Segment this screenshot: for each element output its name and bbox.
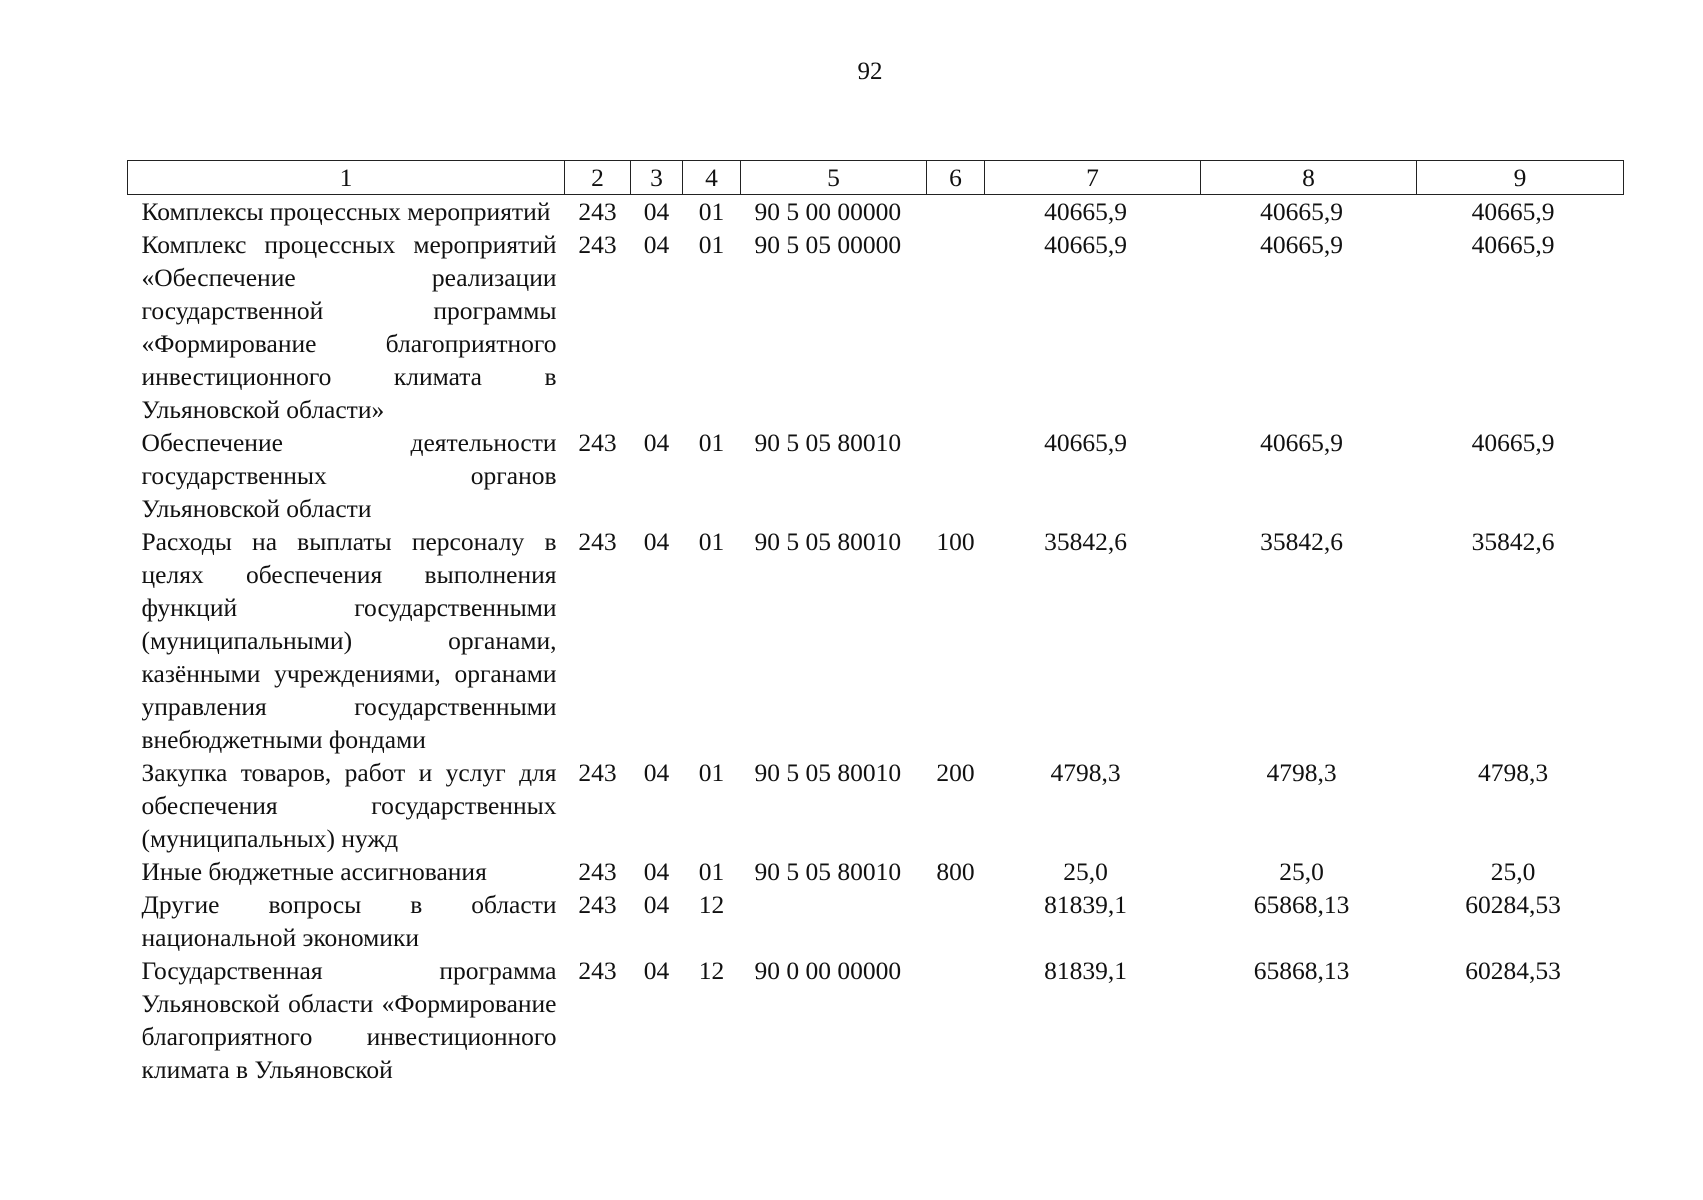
cell-5 xyxy=(741,888,927,954)
cell-2: 243 xyxy=(578,758,617,787)
cell-8: 4798,3 xyxy=(1266,758,1337,787)
cell-8: 35842,6 xyxy=(1260,527,1343,556)
cell-3: 04 xyxy=(643,890,670,919)
cell-6 xyxy=(927,228,985,426)
cell-8: 40665,9 xyxy=(1260,197,1343,226)
row-name: Государственная программа Ульяновской области «Формирование благоприятного инвестиционного климата в Ульяновской xyxy=(141,956,557,1084)
cell-9: 35842,6 xyxy=(1471,527,1555,556)
cell-7: 4798,3 xyxy=(1050,758,1121,787)
cell-4: 01 xyxy=(698,857,725,886)
cell-9: 40665,9 xyxy=(1471,230,1555,259)
cell-9: 40665,9 xyxy=(1471,197,1555,226)
cell-4: 12 xyxy=(698,890,725,919)
table-row xyxy=(128,228,1624,426)
table-row xyxy=(128,954,1624,1086)
table-row xyxy=(128,426,1624,525)
table-row xyxy=(128,195,1624,229)
cell-5: 90 5 05 00000 xyxy=(754,230,902,259)
budget-table xyxy=(127,160,1624,1086)
row-name: Расходы на выплаты персоналу в целях обеспечения выполнения функций государственными (муниципальными) органами, казёнными учреждениями, органами управления государственными внебюджетными фондами xyxy=(141,527,557,754)
cell-2: 243 xyxy=(578,857,617,886)
column-header: 3 xyxy=(631,161,683,195)
cell-3: 04 xyxy=(643,956,670,985)
cell-6: 200 xyxy=(936,758,975,787)
cell-2: 243 xyxy=(578,890,617,919)
cell-6: 100 xyxy=(936,527,975,556)
column-header: 5 xyxy=(741,161,927,195)
cell-8: 65868,13 xyxy=(1253,956,1350,985)
cell-5: 90 0 00 00000 xyxy=(754,956,902,985)
cell-7: 81839,1 xyxy=(1044,956,1127,985)
cell-5: 90 5 00 00000 xyxy=(754,197,902,226)
cell-7: 40665,9 xyxy=(1044,428,1127,457)
cell-6 xyxy=(927,426,985,525)
cell-3: 04 xyxy=(643,527,670,556)
cell-5: 90 5 05 80010 xyxy=(754,428,902,457)
cell-7: 35842,6 xyxy=(1044,527,1127,556)
row-name: Иные бюджетные ассигнования xyxy=(141,857,487,886)
cell-3: 04 xyxy=(643,197,670,226)
cell-2: 243 xyxy=(578,428,617,457)
page-number: 92 xyxy=(857,58,883,85)
cell-2: 243 xyxy=(578,956,617,985)
column-header: 1 xyxy=(128,161,565,195)
cell-6 xyxy=(927,888,985,954)
cell-9: 60284,53 xyxy=(1465,890,1561,919)
cell-9: 40665,9 xyxy=(1471,428,1555,457)
column-header: 4 xyxy=(683,161,741,195)
cell-7: 25,0 xyxy=(1063,857,1108,886)
column-header: 6 xyxy=(927,161,985,195)
column-header: 8 xyxy=(1201,161,1417,195)
cell-8: 65868,13 xyxy=(1253,890,1350,919)
cell-4: 01 xyxy=(698,527,725,556)
cell-5: 90 5 05 80010 xyxy=(754,758,902,787)
cell-2: 243 xyxy=(578,527,617,556)
cell-5: 90 5 05 80010 xyxy=(754,857,902,886)
cell-7: 40665,9 xyxy=(1044,230,1127,259)
row-name: Обеспечение деятельности государственных органов Ульяновской области xyxy=(141,428,557,523)
cell-4: 12 xyxy=(698,956,725,985)
row-name: Комплексы процессных мероприятий xyxy=(141,197,551,226)
table-row xyxy=(128,525,1624,756)
cell-8: 25,0 xyxy=(1279,857,1324,886)
cell-4: 01 xyxy=(698,428,725,457)
cell-2: 243 xyxy=(578,230,617,259)
cell-9: 4798,3 xyxy=(1477,758,1549,787)
cell-4: 01 xyxy=(698,197,725,226)
cell-6: 800 xyxy=(936,857,975,886)
cell-6 xyxy=(927,195,985,229)
cell-3: 04 xyxy=(643,428,670,457)
cell-6 xyxy=(927,954,985,1086)
cell-7: 81839,1 xyxy=(1044,890,1127,919)
cell-3: 04 xyxy=(643,758,670,787)
row-name: Комплекс процессных мероприятий «Обеспечение реализации государственной программы «Формирование благоприятного инвестиционного климата в Ульяновской области» xyxy=(141,230,557,424)
cell-3: 04 xyxy=(643,857,670,886)
table-row xyxy=(128,756,1624,855)
row-name: Закупка товаров, работ и услуг для обеспечения государственных (муниципальных) нужд xyxy=(141,758,557,853)
row-name: Другие вопросы в области национальной экономики xyxy=(141,890,557,952)
column-header: 9 xyxy=(1417,161,1624,195)
cell-4: 01 xyxy=(698,758,725,787)
table-row xyxy=(128,855,1624,888)
cell-2: 243 xyxy=(578,197,617,226)
cell-8: 40665,9 xyxy=(1260,230,1343,259)
cell-9: 25,0 xyxy=(1490,857,1536,886)
table-header-row xyxy=(128,161,1624,195)
cell-4: 01 xyxy=(698,230,725,259)
cell-9: 60284,53 xyxy=(1465,956,1561,985)
cell-5: 90 5 05 80010 xyxy=(754,527,902,556)
column-header: 7 xyxy=(985,161,1201,195)
cell-3: 04 xyxy=(643,230,670,259)
cell-8: 40665,9 xyxy=(1260,428,1343,457)
cell-7: 40665,9 xyxy=(1044,197,1127,226)
table-row xyxy=(128,888,1624,954)
column-header: 2 xyxy=(565,161,631,195)
